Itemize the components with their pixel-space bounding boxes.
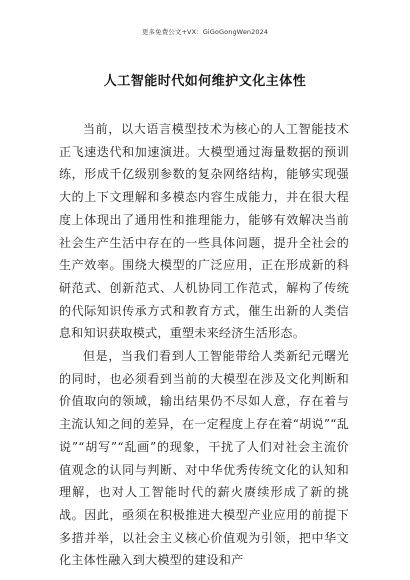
paragraph: 但是，当我们看到人工智能带给人类新纪元曙光的同时，也必须看到当前的大模型在涉及文化判断和价值取向的领域，输出结果仍不尽如人意，存在着与主流认知之间的差异，在一定程度上存在着“胡说”“乱说”“胡写”“乱画”的现象，干扰了人们对社会主流价值观念的认同与判断、对中华优秀传统文化的认知和理解，也对人工智能时代的薪火赓续形成了新的挑战。因此，亟须在积极推进大模型产业应用的前提下多措并举，以社会主义核心价值观为引领，把中华文化主体性融入到大模型的建设和产 — [59, 349, 349, 568]
document-body — [59, 118, 349, 572]
paragraph: 当前，以大语言模型技术为核心的人工智能技术正飞速迭代和加速演进。大模型通过海量数据的预训练，形成千亿级别参数的复杂网络结构，能够实现强大的上下文理解和多模态内容生成能力，并在很大程度上体现出了通用性和推理能力，能够有效解决当前社会生产生活中存在的一些具体问题，提升全社会的生产效率。围绕大模型的广泛应用，正在形成新的科研范式、创新范式、人机协同工作范式，解构了传统的代际知识传承方式和教育方式，催生出新的人类信息和知识获取模式，重塑未来经济生活形态。 — [59, 122, 349, 341]
header-note: 更多免费公文+VX：GiGoGongWen2024 — [141, 28, 269, 36]
document-title: 人工智能时代如何维护文化主体性 — [103, 74, 307, 89]
